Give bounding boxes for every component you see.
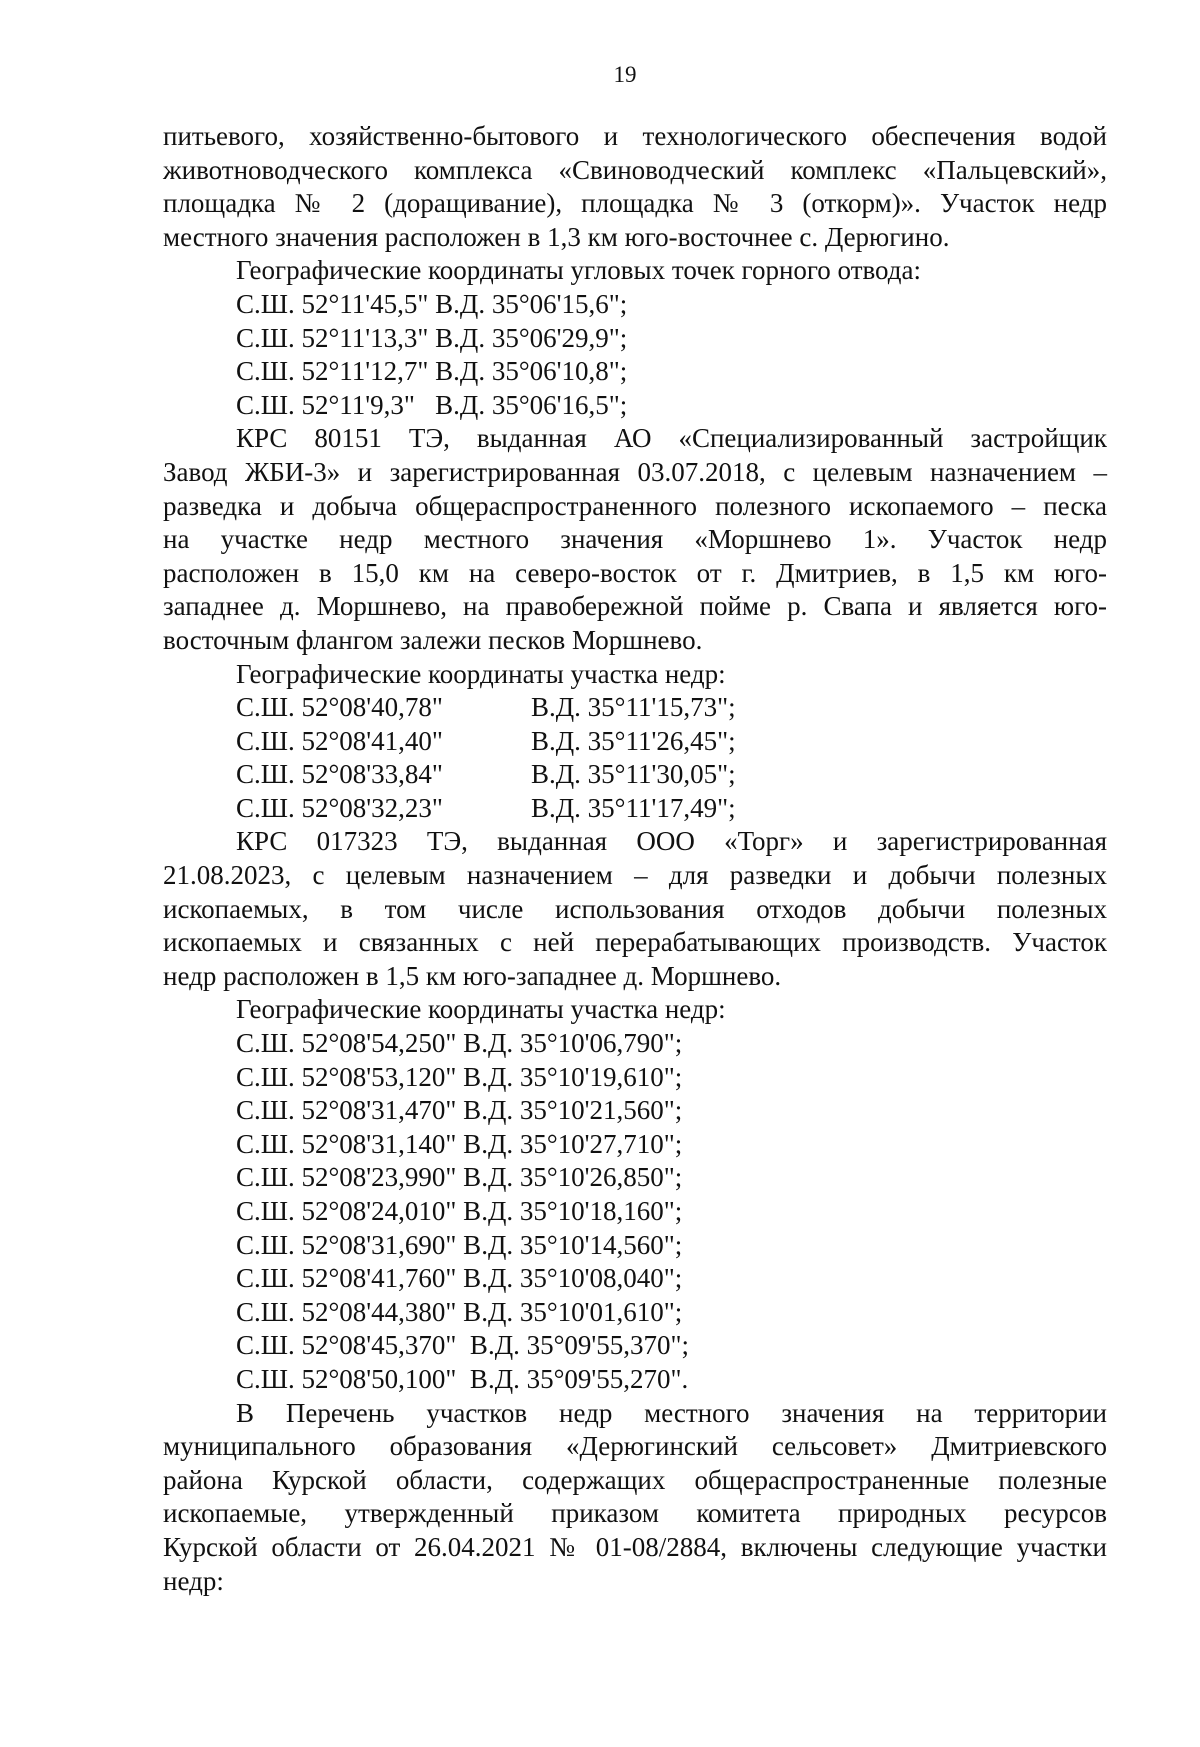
coordinate-row: С.Ш. 52°08'41,760" В.Д. 35°10'08,040"; xyxy=(236,1263,683,1294)
text-line: ископаемые, утвержденный приказом комитета природных ресурсов xyxy=(163,1498,1107,1529)
text-line: недр расположен в 1,5 км юго-западнее д. Моршнево. xyxy=(163,960,782,991)
text-line: Курской области от 26.04.2021 № 01-08/2884, включены следующие участки xyxy=(163,1531,1107,1562)
coordinate-row: С.Ш. 52°08'24,010" В.Д. 35°10'18,160"; xyxy=(236,1196,683,1226)
text-line: западнее д. Моршнево, на правобережной пойме р. Свапа и является юго- xyxy=(163,591,1107,622)
coordinate-row: С.Ш. 52°08'45,370" В.Д. 35°09'55,370"; xyxy=(236,1330,690,1361)
longitude: В.Д. 35°11'17,49"; xyxy=(531,792,736,823)
text-line: В Перечень участков недр местного значения на территории xyxy=(236,1397,1107,1428)
longitude: В.Д. 35°11'26,45"; xyxy=(531,725,736,756)
latitude: С.Ш. 52°08'33,84" xyxy=(236,759,443,790)
coordinate-row xyxy=(163,691,1107,725)
longitude: В.Д. 35°11'15,73"; xyxy=(531,692,736,723)
coordinate-row xyxy=(163,758,1107,792)
text-line: расположен в 15,0 км на северо-восток от г. Дмитриев, в 1,5 км юго- xyxy=(163,557,1107,588)
text-line: разведка и добыча общераспространенного полезного ископаемого – песка xyxy=(163,490,1107,521)
text-line: восточным флангом залежи песков Моршнево. xyxy=(163,624,703,655)
text-line: Завод ЖБИ-3» и зарегистрированная 03.07.2018, с целевым назначением – xyxy=(163,456,1107,487)
coordinate-row: С.Ш. 52°11'45,5" В.Д. 35°06'15,6"; xyxy=(236,288,628,319)
longitude: В.Д. 35°11'30,05"; xyxy=(531,759,736,790)
paragraph-license-80151 xyxy=(163,422,1107,657)
coordinate-row: С.Ш. 52°08'31,690" В.Д. 35°10'14,560"; xyxy=(236,1229,683,1260)
latitude: С.Ш. 52°08'41,40" xyxy=(236,725,443,756)
latitude: С.Ш. 52°08'32,23" xyxy=(236,792,443,823)
text-line: животноводческого комплекса «Свиноводческий комплекс «Пальцевский», xyxy=(163,154,1107,185)
coordinate-row: С.Ш. 52°08'53,120" В.Д. 35°10'19,610"; xyxy=(236,1061,683,1092)
coordinate-row: С.Ш. 52°11'12,7" В.Д. 35°06'10,8"; xyxy=(236,356,628,387)
coordinates-list-1 xyxy=(163,288,1107,422)
coordinates-heading: Географические координаты участка недр: xyxy=(236,994,726,1025)
text-line: местного значения расположен в 1,3 км юго-восточнее с. Дерюгино. xyxy=(163,221,950,252)
text-line: ископаемых и связанных с ней перерабатывающих производств. Участок xyxy=(163,927,1107,958)
document-body xyxy=(163,120,1107,1598)
paragraph-intro xyxy=(163,120,1107,254)
coordinate-row: С.Ш. 52°08'31,470" В.Д. 35°10'21,560"; xyxy=(236,1095,683,1126)
coordinate-row: С.Ш. 52°08'54,250" В.Д. 35°10'06,790"; xyxy=(236,1028,683,1059)
coordinate-row: С.Ш. 52°08'31,140" В.Д. 35°10'27,710"; xyxy=(236,1128,683,1159)
coordinates-list-3 xyxy=(163,1027,1107,1397)
paragraph-license-017323 xyxy=(163,825,1107,993)
text-line: недр: xyxy=(163,1565,224,1596)
latitude: С.Ш. 52°08'40,78" xyxy=(236,692,443,723)
coordinates-list-2 xyxy=(163,691,1107,825)
text-line: питьевого, хозяйственно-бытового и технологического обеспечения водой xyxy=(163,121,1107,151)
coordinates-heading: Географические координаты участка недр: xyxy=(236,658,726,689)
coordinate-row: С.Ш. 52°11'9,3" В.Д. 35°06'16,5"; xyxy=(236,389,628,420)
page-number: 19 xyxy=(613,62,637,87)
coordinates-heading: Географические координаты угловых точек горного отвода: xyxy=(236,255,922,286)
text-line: КРС 80151 ТЭ, выданная АО «Специализированный застройщик xyxy=(236,423,1107,454)
coordinate-row xyxy=(163,792,1107,826)
paragraph-register xyxy=(163,1397,1107,1599)
text-line: ископаемых, в том числе использования отходов добычи полезных xyxy=(163,893,1107,924)
text-line: района Курской области, содержащих общераспространенные полезные xyxy=(163,1464,1107,1495)
text-line: КРС 017323 ТЭ, выданная ООО «Торг» и зарегистрированная xyxy=(236,826,1107,857)
coordinate-row xyxy=(163,725,1107,759)
text-line: на участке недр местного значения «Моршнево 1». Участок недр xyxy=(163,524,1107,555)
coordinate-row: С.Ш. 52°11'13,3" В.Д. 35°06'29,9"; xyxy=(236,322,628,353)
coordinate-row: С.Ш. 52°08'44,380" В.Д. 35°10'01,610"; xyxy=(236,1296,683,1327)
text-line: площадка № 2 (доращивание), площадка № 3 (откорм)». Участок недр xyxy=(163,188,1107,219)
coordinate-row: С.Ш. 52°08'23,990" В.Д. 35°10'26,850"; xyxy=(236,1162,683,1193)
text-line: муниципального образования «Дерюгинский сельсовет» Дмитриевского xyxy=(163,1431,1107,1462)
text-line: 21.08.2023, с целевым назначением – для разведки и добычи полезных xyxy=(163,860,1107,891)
coordinate-row: С.Ш. 52°08'50,100" В.Д. 35°09'55,270". xyxy=(236,1363,689,1394)
